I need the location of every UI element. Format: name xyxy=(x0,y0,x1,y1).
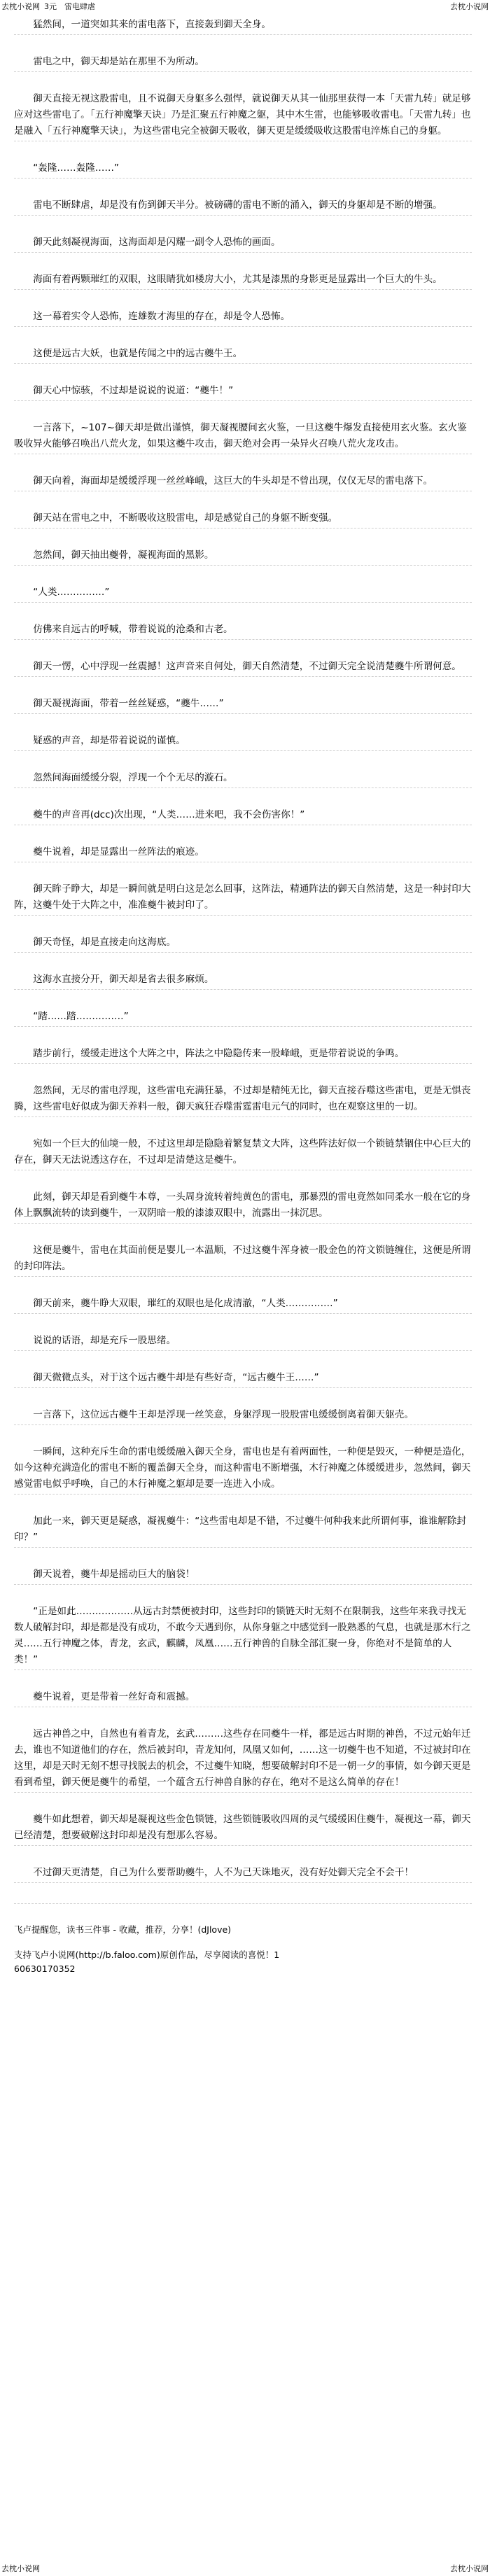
paragraph: 夔牛说着，更是带着一丝好奇和震撼。 xyxy=(14,1689,472,1707)
paragraph: 御天一愣，心中浮现一丝震撼！这声音来自何处，御天自然清楚，不过御天完全说清楚夔牛所谓何意。 xyxy=(14,659,472,677)
footer-site-name-right: 去枕小说网 xyxy=(450,2564,489,2573)
paragraph xyxy=(14,1902,472,1904)
paragraph: 疑惑的声音，却是带着说说的谨慎。 xyxy=(14,733,472,751)
paragraph: 御天向着，海面却是缓缓浮现一丝丝峰峨，这巨大的牛头却是不曾出现，仅仅无尽的雷电落下。 xyxy=(14,473,472,491)
header-site-name xyxy=(1,0,95,14)
paragraph: 说说的话语，却是充斥一股思绪。 xyxy=(14,1333,472,1351)
paragraph: 雷电不断肆虐，却是没有伤到御天半分。被磅礴的雷电不断的涌入，御天的身躯却是不断的增强。 xyxy=(14,197,472,216)
support-notice: 支持飞卢小说网(http://b.faloo.com)原创作品，尽享阅读的喜悦！1 xyxy=(14,1949,280,1960)
header-chapter-number: 3元 xyxy=(44,2,57,11)
header-site-name-right: 去枕小说网 xyxy=(450,2,489,11)
paragraph: 猛然间，一道突如其来的雷电落下，直接轰到御天全身。 xyxy=(14,17,472,35)
paragraph: 这便是夔牛，雷电在其面前便是婴儿一本温顺，不过这夔牛浑身被一股金色的符文锁链缠住，这便是所谓的封印阵法。 xyxy=(14,1242,472,1277)
paragraph: 夔牛说着，却是显露出一丝阵法的痕迹。 xyxy=(14,844,472,862)
footer-site-name: 去枕小说网 xyxy=(1,2564,40,2573)
paragraph: 御天直接无视这股雷电，且不说御天身躯多么强悍，就说御天从其一仙那里获得一本「天雷九转」就足够应对这些雷电了。「五行神魔擎天诀」乃是汇聚五行神魔之躯，其中木生雷，也能够吸收雷电。「天雷九转」也是融入「五行神魔擎天诀」，为这些雷电完全被御天吸收，御天更是缓缓吸收这股雷电淬炼自己的身躯。 xyxy=(14,91,472,141)
paragraph: “轰隆……轰隆……” xyxy=(14,160,472,178)
paragraph: 夔牛如此想着，御天却是凝视这些金色锁链，这些锁链吸收四周的灵气缓缓困住夔牛，凝视这一幕，御天已经清楚，想要破解这封印却是没有想那么容易。 xyxy=(14,1812,472,1846)
chapter-content xyxy=(0,17,490,1976)
paragraph: 踏步前行，缓缓走进这个大阵之中，阵法之中隐隐传来一股峰峨，更是带着说说的争鸣。 xyxy=(14,1046,472,1064)
paragraph: 御天奇怪，却是直接走向这海底。 xyxy=(14,934,472,953)
paragraph: 一瞬间，这种充斥生命的雷电缓缓融入御天全身，雷电也是有着两面性，一种便是毁灭，一种便是造化，如今这种充满造化的雷电不断的覆盖御天全身，而这种雷电不断增强，木行神魔之体缓缓进步，忽然间，御天感觉雷电似乎呼唤，自己的木行神魔之躯却是要一连进入小成。 xyxy=(14,1444,472,1494)
paragraph: 御天心中惊骇，不过却是说说的说道：“夔牛！” xyxy=(14,383,472,401)
paragraph: 忽然间海面缓缓分裂，浮现一个个无尽的漩石。 xyxy=(14,770,472,788)
paragraph: 御天站在雷电之中，不断吸收这股雷电，却是感觉自己的身躯不断变强。 xyxy=(14,510,472,528)
paragraph: 忽然间，御天抽出夔骨，凝视海面的黑影。 xyxy=(14,547,472,566)
paragraph: 忽然间，无尽的雷电浮现，这些雷电充满狂暴，不过却是精纯无比，御天直接吞噬这些雷电，更是无惧丧腾，这些雷电好似成为御天养料一般，御天疯狂吞噬雷霆雷电元气的同时，也在观察这里的一切。 xyxy=(14,1083,472,1117)
paragraph: 御天微微点头，对于这个远古夔牛却是有些好奇，“远古夔牛王……” xyxy=(14,1370,472,1388)
paragraph: 仿佛来自远古的呼喊，带着说说的沧桑和古老。 xyxy=(14,622,472,640)
paragraph: 这便是远古大妖，也就是传闻之中的远古夔牛王。 xyxy=(14,346,472,364)
paragraph: 御天此刻凝视海面，这海面却是闪耀一副令人恐怖的画面。 xyxy=(14,234,472,253)
paragraph: 这海水直接分开，御天却是省去很多麻烦。 xyxy=(14,972,472,990)
paragraph: 雷电之中，御天却是站在那里不为所动。 xyxy=(14,54,472,72)
paragraph: 加此一来，御天更是疑惑，凝视夔牛：“这些雷电却是不错，不过夔牛何种我来此所谓何事，谁谁解除封印？” xyxy=(14,1513,472,1548)
paragraph: 远古神兽之中，自然也有着青龙，玄武………这些存在同夔牛一样，都是远古时期的神兽，不过元始年迁去，谁也不知道他们的存在，然后被封印，青龙知何，凤凰又如何，……这一切夔牛也不知道，不过被封印在这里，却是天时无刻不想寻找脱去的机会，不过夔牛知晓，想要破解封印不是一朝一夕的事情，如今御天更是看到希望，御天便是夔牛的希望，一个蕴含五行神兽自脉的存在，绝对不是这么简单的存在！ xyxy=(14,1726,472,1793)
paragraph: 御天凝视海面，带着一丝丝疑惑，“夔牛……” xyxy=(14,696,472,714)
header-chapter-title: 雷电肆虐 xyxy=(64,2,95,11)
paragraph: 不过御天更清楚，自己为什么要帮助夔牛，人不为己天诛地灭，没有好处御天完全不会干！ xyxy=(14,1865,472,1883)
reference-number: 60630170352 xyxy=(14,1963,76,1974)
paragraph: “人类……………” xyxy=(14,584,472,603)
paragraph: 夔牛的声音再(dcc)次出现，“人类……进来吧，我不会伤害你！” xyxy=(14,807,472,825)
paragraph: 一言落下，~107~御天却是做出谨慎，御天凝视腰间玄火鉴，一旦这夔牛爆发直接使用玄火鉴。玄火鉴吸收异火能够召唤出八荒火龙，如果这夔牛攻击，御天绝对会再一朵异火召唤八荒火龙攻击。 xyxy=(14,420,472,454)
paragraph: “正是如此………………从远古封禁便被封印，这些封印的锁链天时无刻不在限制我，这些年来我寻找无数人破解封印，却是都是没有成功，不敢今天遇到你，从你身躯之中感觉到一股熟悉的气息，也就是那木行之灵……五行神魔之体，青龙，玄武，麒麟，凤凰……五行神兽的自脉全部汇聚一身，你绝对不是简单的人类！” xyxy=(14,1604,472,1670)
paragraph: 此刻，御天却是看到夔牛本尊，一头周身流转着纯黄色的雷电，那暴烈的雷电竟然如同柔水一般在它的身体上飘飘流转的读到夔牛，一双阴暗一般的漆漆双眼中，流露出一抹沉思。 xyxy=(14,1189,472,1224)
paragraph: 一言落下，这位远古夔牛王却是浮现一丝笑意，身躯浮现一股股雷电缓缓倒离着御天躯壳。 xyxy=(14,1407,472,1425)
reader-reminder: 飞卢提醒您，读书三件事 - 收藏，推荐，分享！(dJlove) xyxy=(14,1924,232,1935)
paragraph: “踏……踏……………” xyxy=(14,1009,472,1027)
paragraph: 这一幕着实令人恐怖，连雄数才海里的存在，却是令人恐怖。 xyxy=(14,309,472,327)
paragraph: 宛如一个巨大的仙境一般，不过这里却是隐隐着繁复禁文大阵，这些阵法好似一个锁链禁锢住中心巨大的存在，御天无法说透这存在，不过却是清楚这是夔牛。 xyxy=(14,1136,472,1170)
page-footer xyxy=(0,2562,490,2576)
paragraph: 海面有着两颗璀红的双眼，这眼睛犹如楼房大小，尤其是漆黑的身影更是显露出一个巨大的牛头。 xyxy=(14,272,472,290)
paragraph: 御天前来，夔牛睁大双眼，璀红的双眼也是化成清澈，“人类……………” xyxy=(14,1296,472,1314)
paragraph: 御天眸子睁大，却是一瞬间就是明白这是怎么回事，这阵法，精通阵法的御天自然清楚，这是一种封印大阵，这夔牛处于大阵之中，准准夔牛被封印了。 xyxy=(14,881,472,916)
paragraph: 御天说着，夔牛却是摇动巨大的脑袋！ xyxy=(14,1567,472,1585)
page-header xyxy=(0,0,490,14)
header-site-label: 去枕小说网 xyxy=(1,2,40,11)
